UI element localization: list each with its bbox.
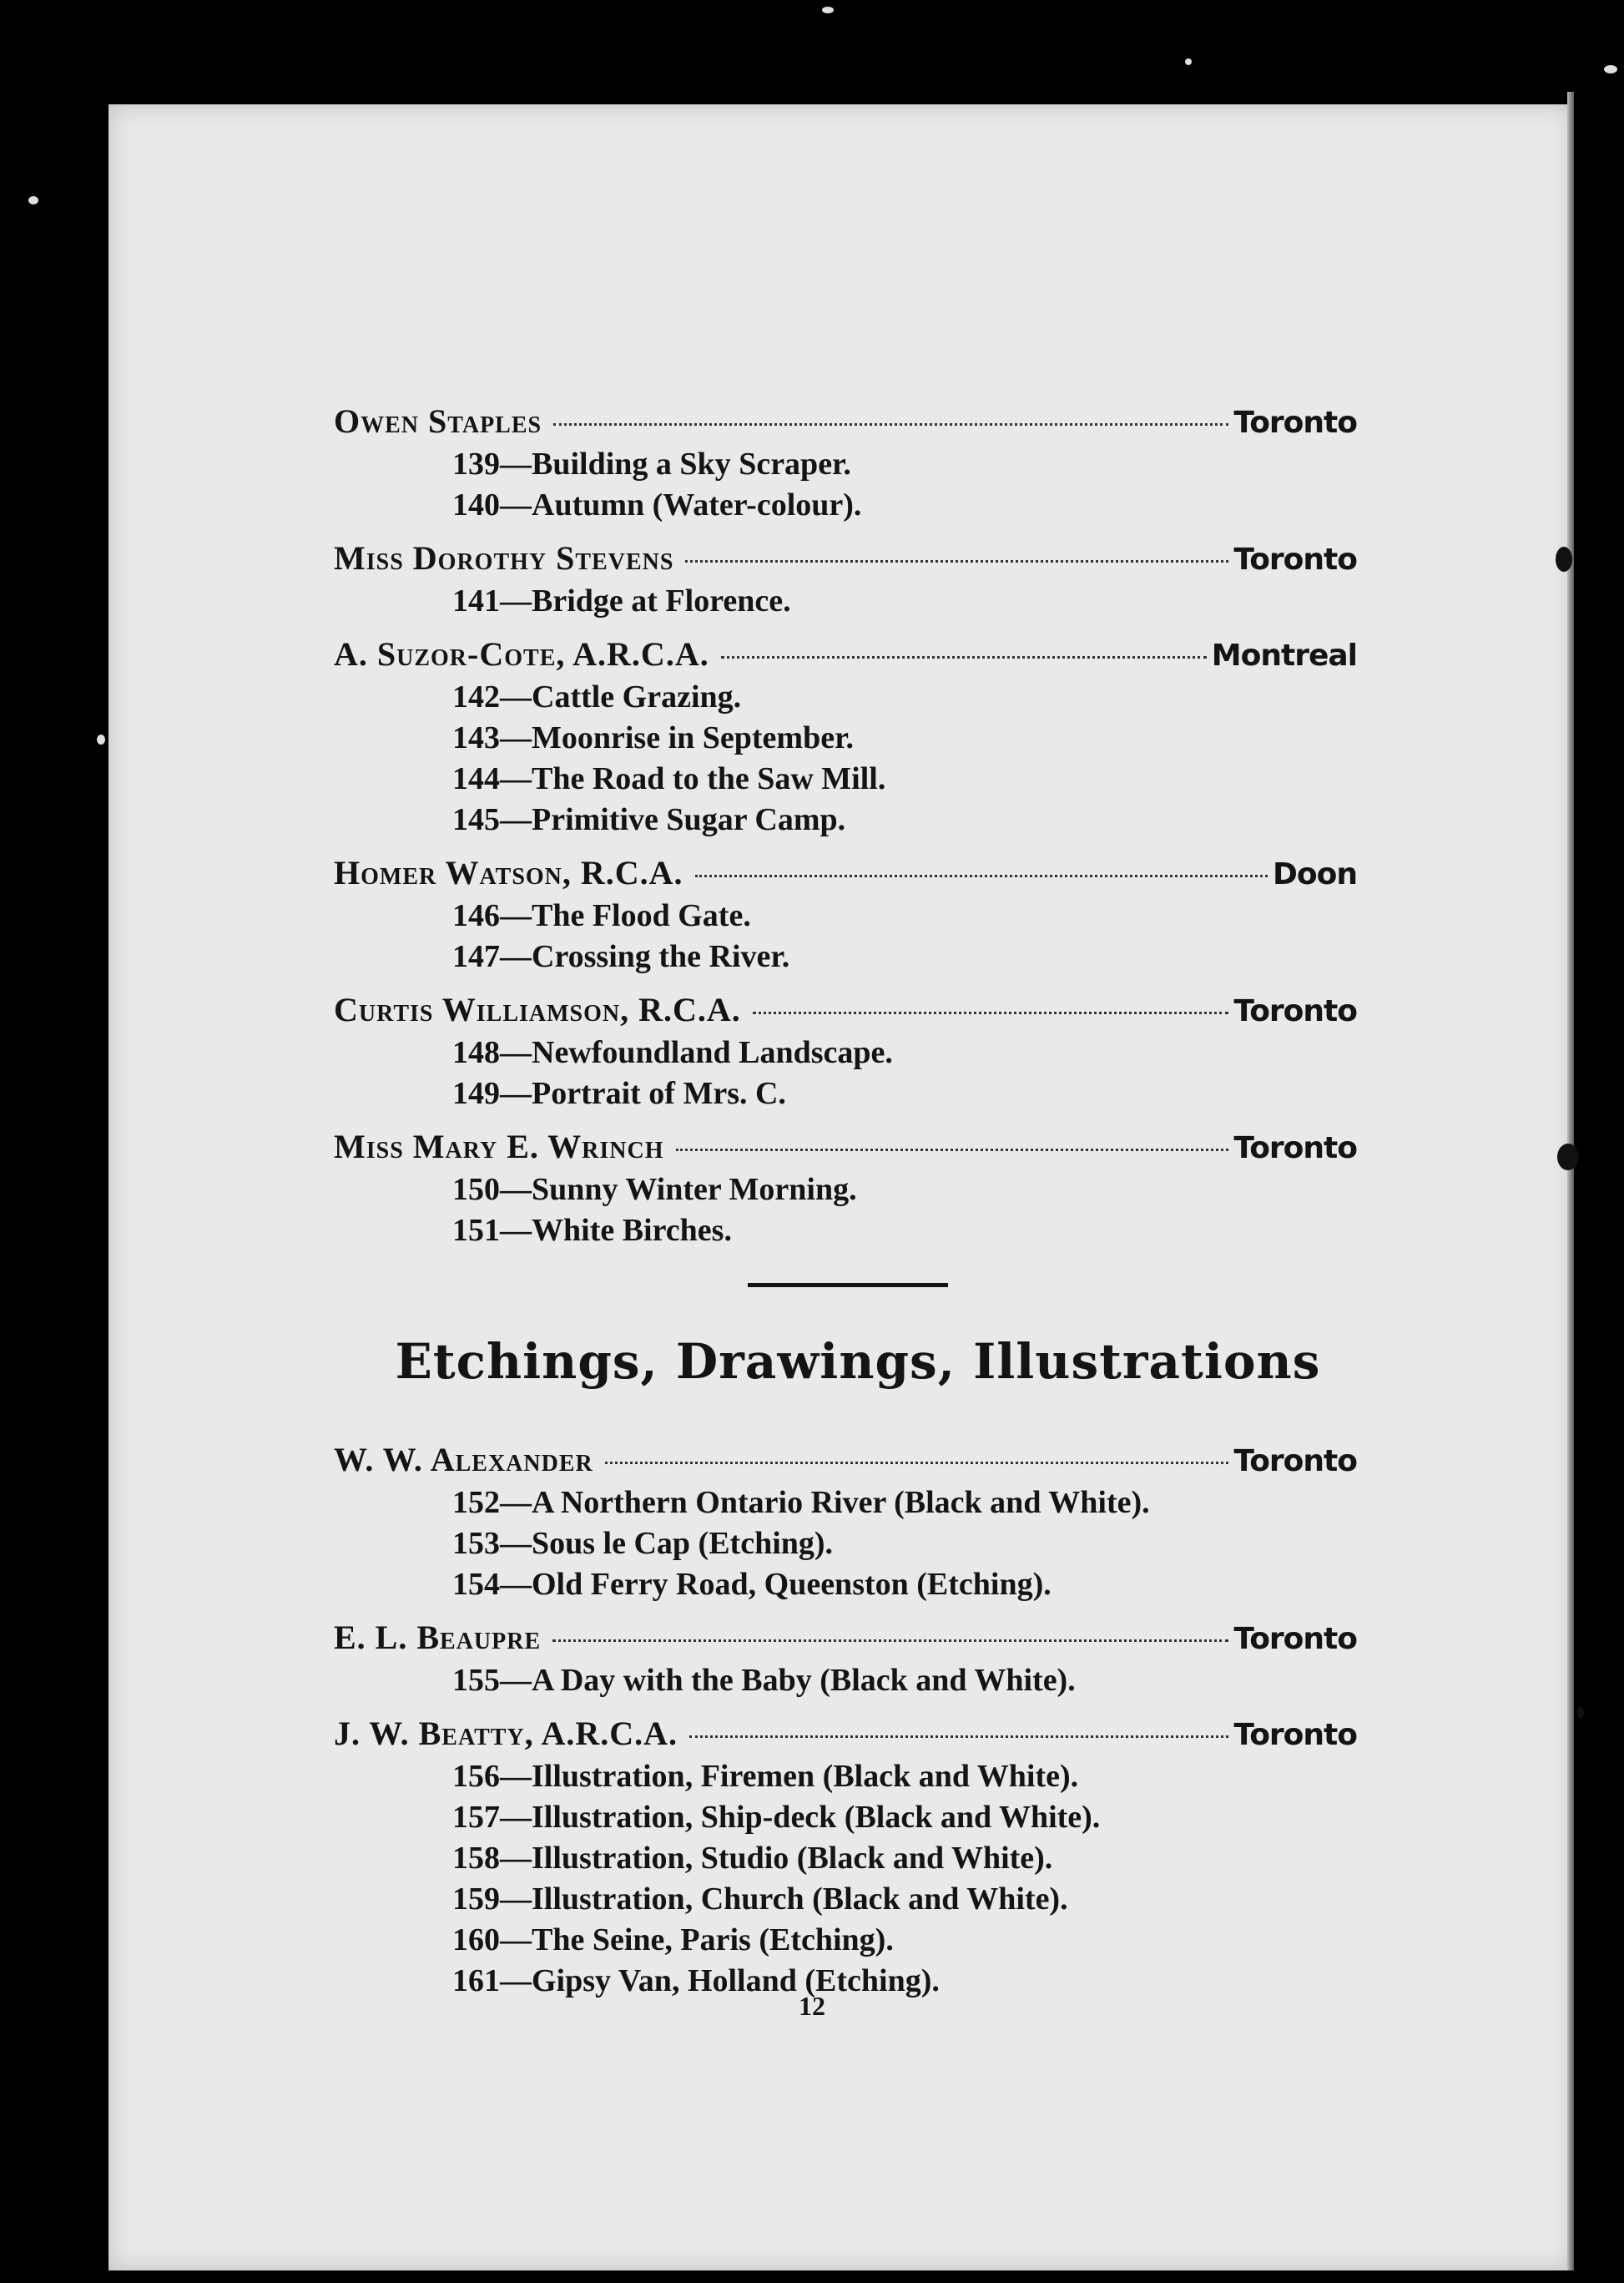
- dot-leader: [721, 656, 1207, 659]
- work-item: [334, 937, 1357, 977]
- binding-hole-mark: [1577, 1707, 1584, 1719]
- work-item: [334, 1033, 1357, 1073]
- artist-line: [334, 536, 1357, 581]
- artist-name: Miss Dorothy Stevens: [334, 539, 674, 577]
- work-number: 144: [452, 761, 500, 796]
- work-title: Cattle Grazing.: [532, 679, 742, 715]
- artist-name: E. L. Beaupre: [334, 1619, 542, 1657]
- work-separator: —: [500, 1841, 532, 1876]
- work-number: 143: [452, 720, 500, 755]
- work-title: Gipsy Van, Holland (Etching).: [532, 1963, 940, 1999]
- artist-name: W. W. Alexander: [334, 1441, 593, 1479]
- dot-leader: [689, 1735, 1228, 1738]
- work-separator: —: [500, 1213, 532, 1248]
- work-separator: —: [500, 1076, 532, 1111]
- dot-leader: [753, 1012, 1229, 1014]
- works-list: [334, 444, 1357, 526]
- dot-leader: [676, 1149, 1229, 1151]
- work-number: 142: [452, 679, 500, 715]
- work-title: A Day with the Baby (Black and White).: [532, 1663, 1076, 1699]
- works-list: [334, 677, 1357, 841]
- work-item: [334, 1482, 1357, 1523]
- artist-city: Toronto: [1233, 1718, 1357, 1753]
- work-number: 160: [452, 1922, 500, 1958]
- work-number: 152: [452, 1485, 500, 1521]
- work-separator: —: [500, 1485, 532, 1521]
- work-title: Sunny Winter Morning.: [532, 1172, 857, 1207]
- work-item: [334, 1797, 1357, 1838]
- work-number: 139: [452, 447, 500, 482]
- work-number: 147: [452, 939, 500, 974]
- artist-city: Doon: [1273, 857, 1357, 891]
- work-number: 155: [452, 1663, 500, 1699]
- artist-entry-beatty: [334, 1711, 1357, 2002]
- artist-name: Owen Staples: [334, 402, 542, 440]
- scan-speck: [97, 735, 105, 745]
- artist-entry-beaupre: [334, 1615, 1357, 1701]
- works-list: [334, 1482, 1357, 1605]
- work-item: [334, 1169, 1357, 1210]
- artist-city: Toronto: [1233, 1444, 1357, 1479]
- artist-name: A. Suzor-Cote, A.R.C.A.: [334, 635, 709, 673]
- work-number: 158: [452, 1841, 500, 1876]
- scan-speck: [28, 196, 38, 205]
- work-separator: —: [500, 1172, 532, 1207]
- work-title: Illustration, Firemen (Black and White).: [532, 1759, 1079, 1795]
- work-number: 159: [452, 1881, 500, 1917]
- artist-entry-owen-staples: [334, 399, 1357, 526]
- work-item: [334, 1523, 1357, 1564]
- artist-entry-alexander: [334, 1437, 1357, 1605]
- work-title: Newfoundland Landscape.: [532, 1035, 893, 1070]
- artist-city: Toronto: [1233, 543, 1357, 577]
- work-separator: —: [500, 898, 532, 933]
- artist-name: Miss Mary E. Wrinch: [334, 1128, 664, 1165]
- work-title: Moonrise in September.: [532, 720, 854, 755]
- works-list: [334, 581, 1357, 622]
- work-title: Portrait of Mrs. C.: [532, 1076, 786, 1111]
- work-separator: —: [500, 447, 532, 482]
- work-separator: —: [500, 487, 532, 523]
- work-separator: —: [500, 1800, 532, 1836]
- work-separator: —: [500, 1881, 532, 1917]
- work-number: 161: [452, 1963, 500, 1999]
- dot-leader: [685, 560, 1228, 563]
- works-list: [334, 1169, 1357, 1251]
- work-separator: —: [500, 761, 532, 796]
- work-number: 146: [452, 898, 500, 933]
- work-title: Illustration, Church (Black and White).: [532, 1881, 1068, 1917]
- artist-city: Toronto: [1233, 406, 1357, 440]
- work-separator: —: [500, 1663, 532, 1699]
- binding-hole-mark: [1556, 547, 1572, 572]
- page-edge: [1567, 92, 1574, 2270]
- artist-name: Homer Watson, R.C.A.: [334, 854, 683, 891]
- work-title: Old Ferry Road, Queenston (Etching).: [532, 1567, 1052, 1603]
- artist-city: Toronto: [1233, 994, 1357, 1028]
- work-separator: —: [500, 1567, 532, 1603]
- work-separator: —: [500, 1922, 532, 1958]
- work-number: 150: [452, 1172, 500, 1207]
- work-item: [334, 1073, 1357, 1114]
- work-number: 156: [452, 1759, 500, 1795]
- work-item: [334, 444, 1357, 485]
- artist-name: Curtis Williamson, R.C.A.: [334, 991, 741, 1028]
- artist-entry-suzor-cote: [334, 632, 1357, 841]
- work-number: 141: [452, 583, 500, 619]
- works-list: [334, 1660, 1357, 1701]
- dot-leader: [695, 875, 1268, 877]
- work-item: [334, 718, 1357, 759]
- work-title: Sous le Cap (Etching).: [532, 1526, 834, 1562]
- work-separator: —: [500, 720, 532, 755]
- work-item: [334, 759, 1357, 800]
- binding-hole-mark: [1557, 1144, 1579, 1170]
- scan-speck: [822, 7, 834, 13]
- section-divider: [748, 1283, 948, 1287]
- work-item: [334, 1660, 1357, 1701]
- dot-leader: [605, 1462, 1229, 1464]
- work-title: Illustration, Studio (Black and White).: [532, 1841, 1053, 1876]
- work-item: [334, 1879, 1357, 1920]
- artist-line: [334, 851, 1357, 896]
- work-separator: —: [500, 1526, 532, 1562]
- artist-line: [334, 632, 1357, 677]
- work-number: 145: [452, 802, 500, 837]
- work-item: [334, 677, 1357, 718]
- work-separator: —: [500, 939, 532, 974]
- page-number: 12: [799, 1991, 825, 2021]
- artist-entry-dorothy-stevens: [334, 536, 1357, 622]
- artist-line: [334, 1124, 1357, 1169]
- entries-list: [334, 399, 1357, 1251]
- work-item: [334, 896, 1357, 937]
- work-title: The Flood Gate.: [532, 898, 751, 933]
- work-title: Autumn (Water-colour).: [532, 487, 862, 523]
- artist-entry-curtis-williamson: [334, 987, 1357, 1114]
- scan-speck: [1604, 65, 1617, 73]
- scan-speck: [1185, 58, 1192, 65]
- dot-leader: [552, 1639, 1228, 1642]
- work-title: Crossing the River.: [532, 939, 790, 974]
- work-title: The Road to the Saw Mill.: [532, 761, 886, 796]
- artist-entry-mary-wrinch: [334, 1124, 1357, 1251]
- work-number: 153: [452, 1526, 500, 1562]
- work-title: The Seine, Paris (Etching).: [532, 1922, 894, 1958]
- artist-line: [334, 1437, 1357, 1482]
- work-separator: —: [500, 679, 532, 715]
- works-list: [334, 1756, 1357, 2002]
- work-number: 151: [452, 1213, 500, 1248]
- work-item: [334, 1210, 1357, 1251]
- work-number: 154: [452, 1567, 500, 1603]
- work-number: 148: [452, 1035, 500, 1070]
- artist-city: Montreal: [1211, 639, 1357, 673]
- work-title: A Northern Ontario River (Black and White).: [532, 1485, 1150, 1521]
- work-item: [334, 1756, 1357, 1797]
- work-number: 149: [452, 1076, 500, 1111]
- section-heading: Etchings, Drawings, Illustrations: [395, 1333, 1321, 1390]
- artist-line: [334, 1711, 1357, 1756]
- artist-entry-homer-watson: [334, 851, 1357, 977]
- dot-leader: [553, 423, 1228, 426]
- work-title: Bridge at Florence.: [532, 583, 791, 619]
- artist-line: [334, 399, 1357, 444]
- artist-line: [334, 1615, 1357, 1660]
- section-entries-list: [334, 1437, 1357, 2002]
- work-title: Building a Sky Scraper.: [532, 447, 851, 482]
- works-list: [334, 896, 1357, 977]
- work-title: White Birches.: [532, 1213, 732, 1248]
- work-separator: —: [500, 1035, 532, 1070]
- work-item: [334, 485, 1357, 526]
- works-list: [334, 1033, 1357, 1114]
- work-title: Illustration, Ship-deck (Black and White).: [532, 1800, 1101, 1836]
- artist-name: J. W. Beatty, A.R.C.A.: [334, 1715, 678, 1753]
- work-number: 157: [452, 1800, 500, 1836]
- work-item: [334, 581, 1357, 622]
- artist-city: Toronto: [1233, 1622, 1357, 1657]
- work-separator: —: [500, 583, 532, 619]
- work-item: [334, 1920, 1357, 1961]
- work-separator: —: [500, 1963, 532, 1999]
- work-separator: —: [500, 802, 532, 837]
- work-title: Primitive Sugar Camp.: [532, 802, 846, 837]
- work-item: [334, 800, 1357, 841]
- artist-line: [334, 987, 1357, 1033]
- artist-city: Toronto: [1233, 1131, 1357, 1165]
- work-item: [334, 1838, 1357, 1879]
- catalogue-content: [334, 399, 1357, 2012]
- work-item: [334, 1564, 1357, 1605]
- work-number: 140: [452, 487, 500, 523]
- work-separator: —: [500, 1759, 532, 1795]
